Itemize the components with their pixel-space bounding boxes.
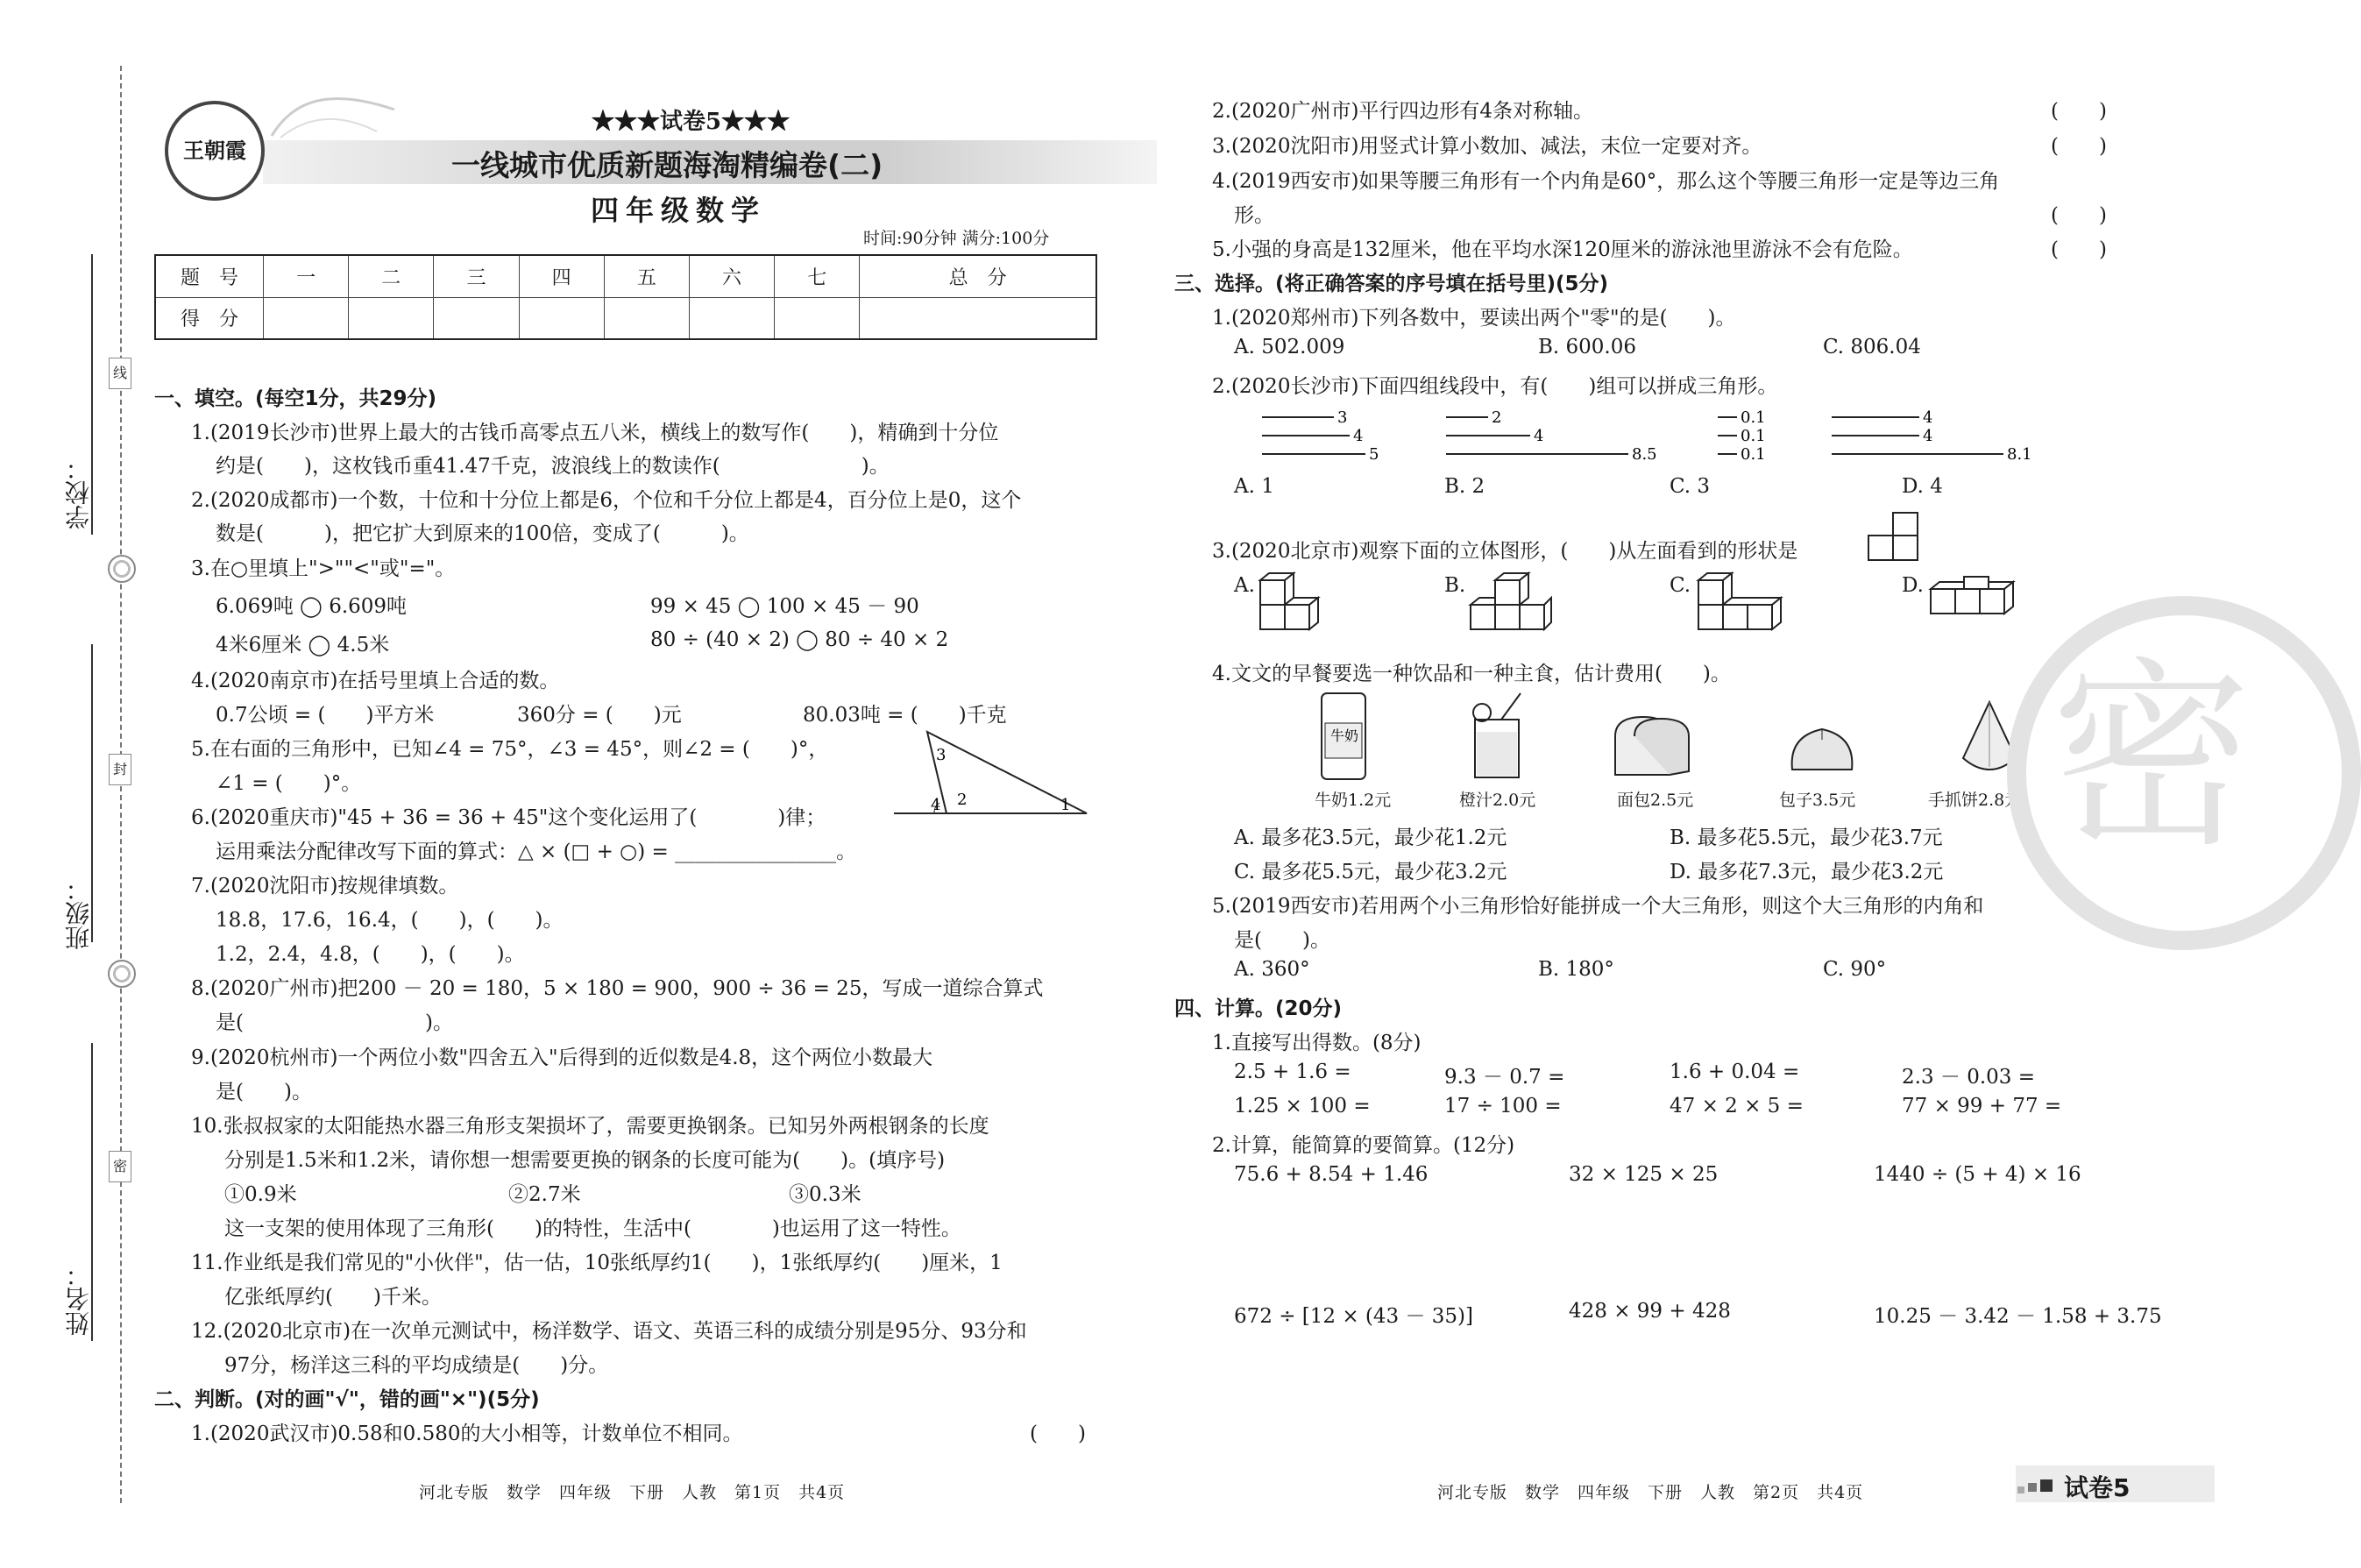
score-cell[interactable] [689,297,774,339]
score-cell[interactable] [264,297,349,339]
tag-dots-icon [2016,1474,2058,1495]
ribbon-decoration-icon [263,83,403,145]
score-cell[interactable] [519,297,604,339]
left-view-figure [1867,513,1930,562]
question-line: 2.(2020成都市)一个数，十位和十分位上都是6，个位和千分位上都是4，百分位上是0，这个 [191,489,1022,512]
angle-label: 2 [957,791,968,809]
option-item: ①0.9米 [224,1183,297,1206]
compare-item: 80 ÷ (40 × 2) ◯ 80 ÷ 40 × 2 [650,628,949,651]
calc-item: 2.3 － 0.03 = [1902,1066,2035,1089]
calc-item: 1440 ÷ (5 + 4) × 16 [1874,1163,2081,1186]
option-item: A. 502.009 [1234,336,1345,358]
bread-icon [1608,710,1696,780]
binding-margin [0,0,131,1568]
question-line: 形。 [1234,204,1274,227]
table-cell: 题 号 [155,255,264,297]
question-line: 1.2，2.4，4.8，( )，( )。 [216,943,525,966]
section-title: 三、选择。(将正确答案的序号填在括号里)(5分) [1174,273,1609,295]
score-table [154,254,1097,340]
fill-item: 360分 = ( )元 [517,704,682,727]
secret-seal-char: 密 [2051,641,2253,875]
svg-text:3: 3 [1337,408,1348,427]
svg-text:8.5: 8.5 [1632,445,1657,464]
option-item: A. 1 [1234,475,1274,498]
option-item: B. 最多花5.5元，最少花3.7元 [1670,827,1943,849]
footer-page1: 河北专版 数学 四年级 下册 人教 第1页 共4页 [419,1483,846,1502]
question-line: 12.(2020北京市)在一次单元测试中，杨洋数学、语文、英语三科的成绩分别是95分、93分和 [191,1320,1027,1343]
question-line: 8.(2020广州市)把200 － 20 = 180，5 × 180 = 900，900 ÷ 36 = 25，写成一道综合算式 [191,977,1044,1000]
question-line: 5.在右面的三角形中，已知∠4 = 75°，∠3 = 45°，则∠2 = ( )°， [191,738,829,761]
question-line: 3.(2020北京市)观察下面的立体图形，( )从左面看到的形状是 [1212,540,1798,563]
svg-text:4: 4 [1923,427,1933,445]
question-line: 4.(2020南京市)在括号里填上合适的数。 [191,670,560,692]
answer-paren[interactable]: ( ) [2051,238,2107,261]
question-line: 数是( )，把它扩大到原来的100倍，变成了( )。 [216,522,749,545]
segment-groups-figure [1253,405,2138,466]
option-item: ②2.7米 [508,1183,581,1206]
calc-item: 32 × 125 × 25 [1569,1163,1719,1186]
option-item: B. 600.06 [1538,336,1637,358]
steamed-bun-icon [1783,719,1862,780]
svg-text:0.1: 0.1 [1741,408,1766,427]
option-item: ③0.3米 [789,1183,861,1206]
segment-group-b [1446,408,1657,464]
calc-item: 672 ÷ [12 × (43 － 35)] [1234,1305,1474,1328]
question-line: 1.直接写出得数。(8分) [1212,1032,1422,1054]
calc-item: 2.5 + 1.6 = [1234,1061,1351,1083]
calc-item: 9.3 － 0.7 = [1444,1066,1565,1089]
question-line: 18.8，17.6，16.4，( )，( )。 [216,909,564,932]
class-field[interactable] [91,644,93,942]
score-cell[interactable] [604,297,689,339]
svg-text:2: 2 [1492,408,1502,427]
angle-label: 1 [1060,796,1071,814]
question-line: 2.(2020长沙市)下面四组线段中，有( )组可以拼成三角形。 [1212,375,1778,398]
class-label: 班级： [64,876,93,950]
orange-juice-icon [1459,688,1538,784]
question-line: 是( )。 [216,1081,312,1103]
option-item: A. 最多花3.5元，最少花1.2元 [1234,827,1507,849]
question-line: 是( )。 [1234,929,1330,952]
mark-line: 线 [109,358,131,389]
question-line: 约是( )，这枚钱币重41.47千克，波浪线上的数读作( )。 [216,455,890,478]
svg-text:牛奶: 牛奶 [1330,727,1359,744]
calc-item: 428 × 99 + 428 [1569,1300,1731,1323]
option-item: A. 360° [1234,958,1310,981]
question-line: 9.(2020杭州市)一个两位小数"四舍五入"后得到的近似数是4.8，这个两位小数最大 [191,1047,933,1069]
option-label: C. [1670,574,1691,597]
food-price: 手抓饼2.8元 [1928,791,2022,810]
question-line: 是( )。 [216,1011,453,1034]
answer-paren[interactable]: ( ) [1030,1423,1086,1445]
fill-item: 0.7公顷 = ( )平方米 [216,704,435,727]
question-line: 4.文文的早餐要选一种饮品和一种主食，估计费用( )。 [1212,663,1731,685]
food-price: 橙汁2.0元 [1459,791,1536,810]
food-price: 牛奶1.2元 [1315,791,1392,810]
table-cell: 五 [604,255,689,297]
question-line: ∠1 = ( )°。 [216,772,362,795]
option-item: C. 最多花5.5元，最少花3.2元 [1234,861,1507,883]
option-label: B. [1444,574,1466,597]
time-score: 时间:90分钟 满分:100分 [863,229,1050,248]
paper-title: 一线城市优质新题海淘精编卷(二) [451,148,883,182]
table-cell: 一 [264,255,349,297]
binding-ring-icon [108,555,136,583]
name-label: 姓名： [64,1262,93,1336]
binding-ring-icon [108,960,136,988]
table-cell: 七 [775,255,860,297]
option-item: D. 4 [1902,475,1943,498]
question-line: 3.在○里填上">""<"或"="。 [191,557,456,580]
angle-label: 3 [936,746,947,764]
segment-group-d [1832,408,2032,464]
question-line: 分别是1.5米和1.2米，请你想一想需要更换的钢条的长度可能为( )。(填序号) [224,1149,946,1172]
footer-page2: 河北专版 数学 四年级 下册 人教 第2页 共4页 [1437,1483,1864,1502]
calc-item: 1.25 × 100 = [1234,1095,1371,1117]
answer-paren[interactable]: ( ) [2051,135,2107,158]
compare-item: 6.069吨 ◯ 6.609吨 [216,595,408,618]
table-cell: 三 [434,255,519,297]
score-cell[interactable] [349,297,434,339]
compare-item: 99 × 45 ◯ 100 × 45 － 90 [650,595,919,618]
option-item: D. 最多花7.3元，最少花3.2元 [1670,861,1944,883]
answer-paren[interactable]: ( ) [2051,100,2107,123]
question-line: 2.(2020广州市)平行四边形有4条对称轴。 [1212,100,1594,123]
calc-item: 47 × 2 × 5 = [1670,1095,1804,1117]
question-line: 亿张纸厚约( )千米。 [224,1286,442,1309]
school-field[interactable] [91,254,93,535]
section-title: 四、计算。(20分) [1174,997,1343,1020]
score-cell[interactable] [775,297,860,339]
question-line: 10.张叔叔家的太阳能热水器三角形支架损坏了，需要更换钢条。已知另外两根钢条的长度 [191,1115,989,1138]
cube-figure-c [1691,571,1797,642]
option-item: C. 3 [1670,475,1711,498]
calc-item: 10.25 － 3.42 － 1.58 + 3.75 [1874,1305,2162,1328]
section-title: 二、判断。(对的画"√"，错的画"×")(5分) [154,1388,540,1411]
score-cell[interactable] [860,297,1096,339]
svg-text:4: 4 [1923,408,1933,427]
fill-item: 80.03吨 = ( )千克 [803,704,1007,727]
name-field[interactable] [91,1043,93,1341]
table-cell: 二 [349,255,434,297]
option-item: C. 806.04 [1823,336,1921,358]
school-label: 学校： [64,456,93,529]
svg-text:8.1: 8.1 [2007,445,2032,464]
question-line: 4.(2019西安市)如果等腰三角形有一个内角是60°，那么这个等腰三角形一定是等边三角 [1212,170,2000,193]
table-cell: 得 分 [155,297,264,339]
question-line: 1.(2020武汉市)0.58和0.580的大小相等，计数单位不相同。 [191,1423,743,1445]
question-line: 1.(2020郑州市)下列各数中，要读出两个"零"的是( )。 [1212,307,1736,330]
answer-paren[interactable]: ( ) [2051,204,2107,227]
compare-item: 4米6厘米 ◯ 4.5米 [216,634,390,656]
svg-text:4: 4 [1534,427,1544,445]
cube-figure-b [1464,571,1560,642]
score-table-header-row [155,255,1096,297]
svg-text:0.1: 0.1 [1741,445,1766,464]
publisher-logo: 王朝霞 [165,101,265,201]
score-table-score-row [155,297,1096,339]
question-line: 3.(2020沈阳市)用竖式计算小数加、减法，末位一定要对齐。 [1212,135,1762,158]
food-price: 面包2.5元 [1617,791,1694,810]
paper-series: ★★★试卷5★★★ [592,109,791,135]
milk-carton-icon [1315,688,1376,784]
cube-figure-d [1924,571,2029,624]
mark-secret: 密 [109,1151,131,1182]
calc-item: 1.6 + 0.04 = [1670,1061,1800,1083]
calc-item: 75.6 + 8.54 + 1.46 [1234,1163,1429,1186]
option-item: B. 2 [1444,475,1485,498]
question-line: 这一支架的使用体现了三角形( )的特性，生活中( )也运用了这一特性。 [224,1217,961,1240]
svg-text:0.1: 0.1 [1741,427,1766,445]
paper-tag: 试卷5 [2064,1473,2131,1502]
svg-text:4: 4 [1353,427,1364,445]
question-line: 97分，杨洋这三科的平均成绩是( )分。 [224,1354,609,1377]
triangle-figure [894,727,1095,824]
angle-label: 4 [931,796,941,814]
segment-group-a [1262,408,1379,464]
calc-item: 77 × 99 + 77 = [1902,1095,2062,1117]
option-item: C. 90° [1823,958,1887,981]
question-line: 5.小强的身高是132厘米，他在平均水深120厘米的游泳池里游泳不会有危险。 [1212,238,1913,261]
food-price: 包子3.5元 [1779,791,1856,810]
svg-text:5: 5 [1369,445,1379,464]
score-cell[interactable] [434,297,519,339]
question-line: 7.(2020沈阳市)按规律填数。 [191,875,459,898]
segment-group-c [1718,408,1766,464]
question-line: 1.(2019长沙市)世界上最大的古钱币高零点五八米，横线上的数写作( )，精确到十分位 [191,422,999,444]
option-label: D. [1902,574,1924,597]
question-line: 运用乘法分配律改写下面的算式：△ × (□ + ○) = ________________。 [216,841,857,863]
question-line: 5.(2019西安市)若用两个小三角形恰好能拼成一个大三角形，则这个大三角形的内角和 [1212,895,1984,918]
paper-subject: 四年级数学 [591,194,767,227]
cube-figure-a [1253,571,1332,642]
option-label: A. [1234,574,1255,597]
section-title: 一、填空。(每空1分，共29分) [154,387,437,410]
question-line: 11.作业纸是我们常见的"小伙伴"，估一估，10张纸厚约1( )，1张纸厚约( )厘米，1 [191,1252,1003,1274]
mark-seal: 封 [109,754,131,785]
table-cell: 六 [689,255,774,297]
question-line: 6.(2020重庆市)"45 + 36 = 36 + 45"这个变化运用了( )律； [191,806,826,829]
option-item: B. 180° [1538,958,1614,981]
table-cell: 四 [519,255,604,297]
table-cell: 总 分 [860,255,1096,297]
question-line: 2.计算，能简算的要简算。(12分) [1212,1134,1515,1157]
calc-item: 17 ÷ 100 = [1444,1095,1562,1117]
